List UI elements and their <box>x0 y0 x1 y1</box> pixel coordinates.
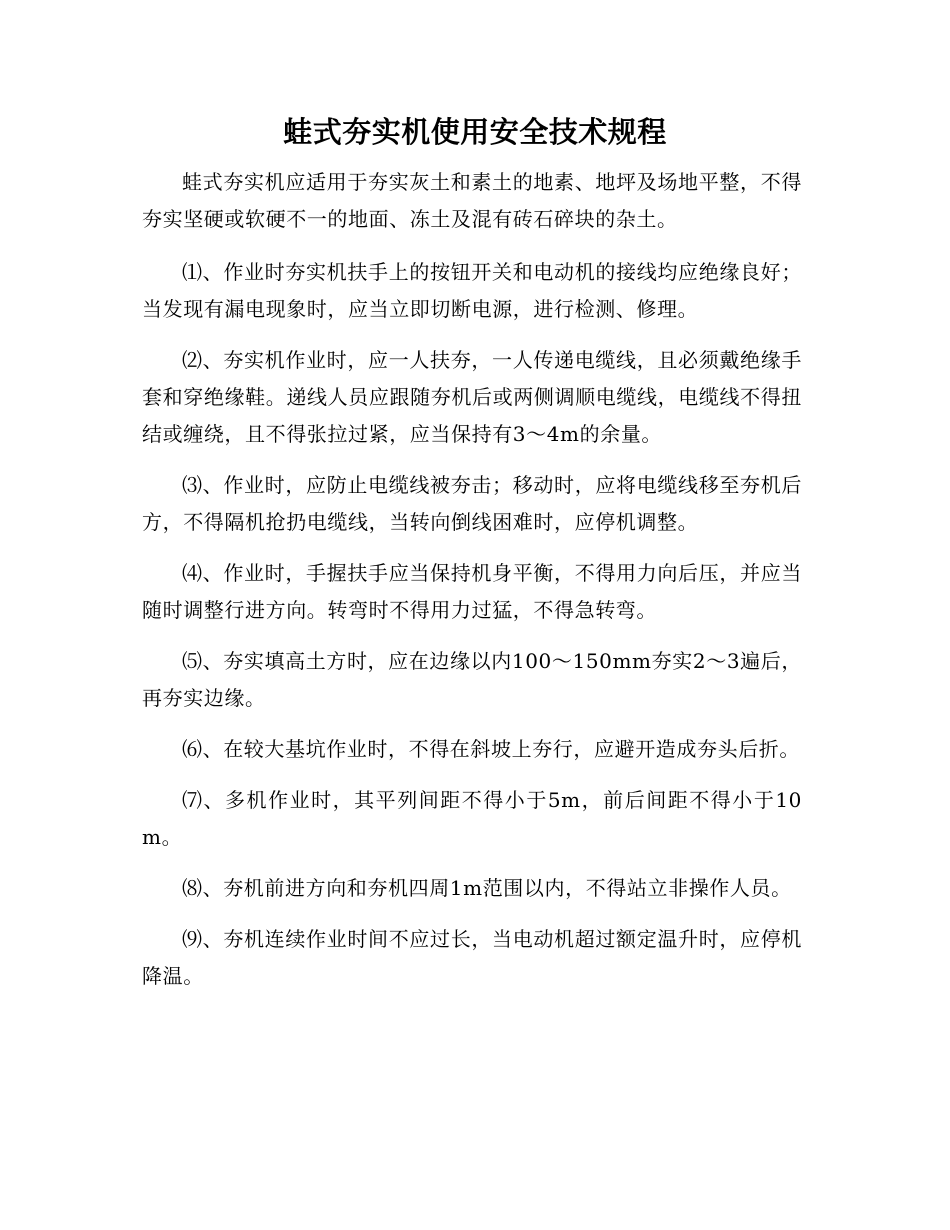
document-title: 蛙式夯实机使用安全技术规程 <box>283 115 667 149</box>
rule-item-6: ⑹、在较大基坑作业时，不得在斜坡上夯行，应避开造成夯头后折。 <box>182 737 800 761</box>
document-body <box>142 164 802 1009</box>
rule-item-2: ⑵、夯实机作业时，应一人扶夯，一人传递电缆线，且必须戴绝缘手套和穿绝缘鞋。递线人员应跟随夯机后或两侧调顺电缆线，电缆线不得扭结或缠绕，且不得张拉过紧，应当保持有3～4m的余量。 <box>142 348 802 446</box>
rule-item-7: ⑺、多机作业时，其平列间距不得小于5m，前后间距不得小于10m。 <box>142 788 802 849</box>
rule-item-9: ⑼、夯机连续作业时间不应过长，当电动机超过额定温升时，应停机降温。 <box>142 927 802 988</box>
rule-item-3: ⑶、作业时，应防止电缆线被夯击；移动时，应将电缆线移至夯机后方，不得隔机抢扔电缆线，当转向倒线困难时，应停机调整。 <box>142 473 802 534</box>
rule-item-8: ⑻、夯机前进方向和夯机四周1m范围以内，不得站立非操作人员。 <box>182 876 792 900</box>
rule-item-5: ⑸、夯实填高土方时，应在边缘以内100～150mm夯实2～3遍后，再夯实边缘。 <box>142 649 802 710</box>
rule-item-1: ⑴、作业时夯实机扶手上的按钮开关和电动机的接线均应绝缘良好；当发现有漏电现象时，应当立即切断电源，进行检测、修理。 <box>142 260 802 321</box>
rule-item-4: ⑷、作业时，手握扶手应当保持机身平衡，不得用力向后压，并应当随时调整行进方向。转弯时不得用力过猛，不得急转弯。 <box>142 561 802 622</box>
intro-paragraph: 蛙式夯实机应适用于夯实灰土和素土的地素、地坪及场地平整，不得夯实坚硬或软硬不一的地面、冻土及混有砖石碎块的杂土。 <box>142 170 802 231</box>
